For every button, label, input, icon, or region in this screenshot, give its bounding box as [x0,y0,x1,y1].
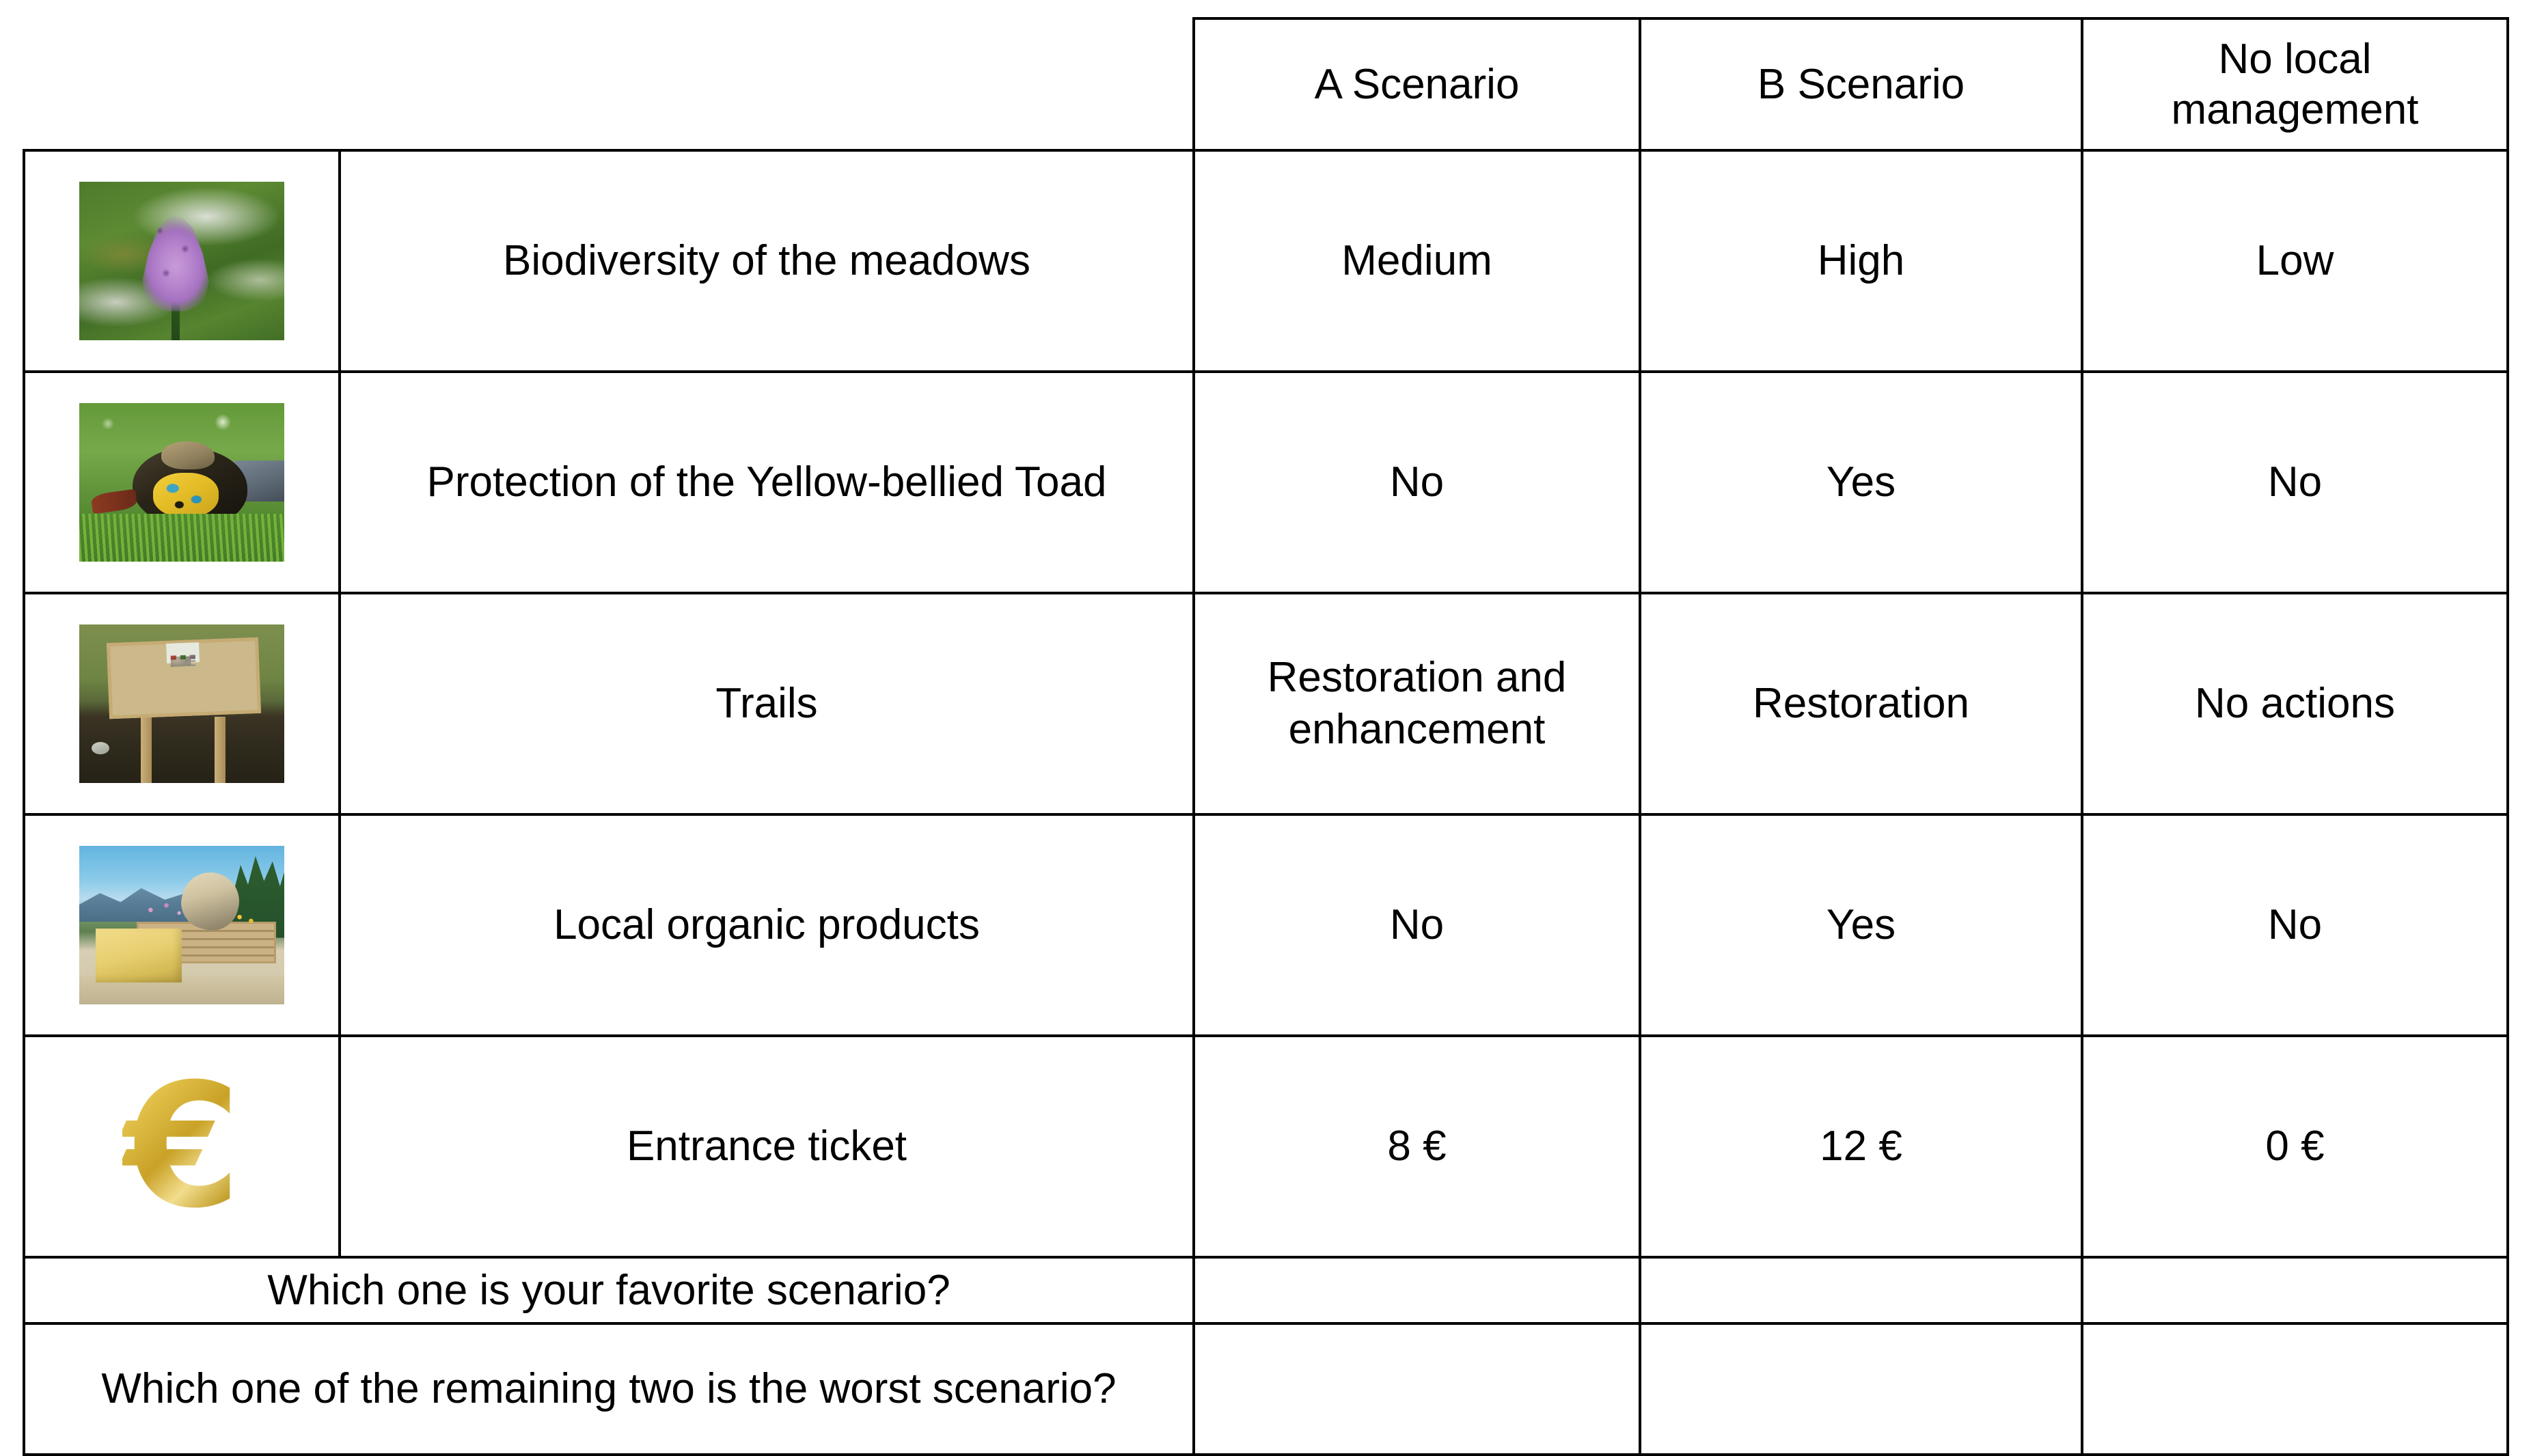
cell-a-trails [1194,593,1640,814]
orchid-bloom-shape [136,210,215,312]
sign-badge-one [171,655,176,660]
cell-none-biodiversity-value: Low [2256,237,2334,285]
answer-favorite-b-value [1641,1285,2081,1296]
row-icon-cell-ticket [24,1036,340,1257]
column-header-a-scenario-label: A Scenario [1314,60,1520,108]
sign-post-left-shape [141,717,152,783]
question-favorite-cell [24,1257,1194,1323]
row-label-trails: Trails [715,679,818,727]
header-photo-spacer [24,18,340,150]
toad-leaf-shape [90,489,137,514]
cell-b-trails [1640,593,2082,814]
row-label-cell-biodiversity [340,150,1194,372]
scenario-comparison-table [23,17,2509,1456]
cell-none-trails [2082,593,2508,814]
cell-none-toad-value: No [2267,458,2323,506]
question-row-favorite [24,1257,2508,1323]
question-worst-cell [24,1323,1194,1455]
yellow-flowers-shape [231,909,260,929]
cell-b-ticket [1640,1036,2082,1257]
answer-worst-none[interactable] [2082,1323,2508,1455]
answer-worst-b-value [1641,1384,2081,1395]
toad-head-shape [161,441,215,470]
trail-information-sign-photo [79,624,284,783]
cell-a-biodiversity-value: Medium [1341,237,1492,285]
cell-none-biodiversity [2082,150,2508,372]
cell-none-ticket-value: 0 € [2265,1123,2325,1170]
cell-a-trails-value: Restoration and enhancement [1267,654,1567,753]
pink-flowers-shape [141,900,190,925]
cell-none-ticket [2082,1036,2508,1257]
answer-worst-a-value [1195,1384,1639,1395]
row-label-toad: Protection of the Yellow-bellied Toad [426,458,1107,506]
cell-b-trails-value: Restoration [1752,680,1970,728]
answer-favorite-none-value [2083,1285,2506,1296]
column-header-no-local-management [2082,18,2508,150]
row-label-products: Local organic products [553,901,980,948]
answer-favorite-b[interactable] [1640,1257,2082,1323]
cell-a-ticket-value: 8 € [1387,1123,1447,1170]
cell-b-biodiversity-value: High [1817,237,1905,285]
column-header-no-local-management-label: No local management [2171,36,2419,133]
sign-badge-three [190,655,195,659]
cell-b-toad-value: Yes [1826,458,1896,506]
sign-rock-shape [92,742,109,754]
row-icon-cell-trails [24,593,340,814]
sign-board-shape [107,637,261,719]
answer-worst-a[interactable] [1194,1323,1640,1455]
cell-a-biodiversity [1194,150,1640,372]
euro-sign-icon: € [122,1047,241,1246]
answer-worst-none-value [2083,1384,2506,1395]
row-icon-cell-toad [24,372,340,593]
sign-board-inner [166,642,200,663]
table-header-row [24,18,2508,150]
answer-favorite-none[interactable] [2082,1257,2508,1323]
row-label-cell-products [340,814,1194,1036]
sign-post-right-shape [215,717,225,783]
cell-b-ticket-value: 12 € [1820,1123,1902,1170]
table-row [24,593,2508,814]
orchid-flower-photo [79,182,284,340]
cell-b-toad [1640,372,2082,593]
column-header-b-scenario [1640,18,2082,150]
cheese-wedge-shape [96,929,182,983]
yellow-bellied-toad-photo [79,403,284,562]
cell-b-biodiversity [1640,150,2082,372]
row-label-ticket: Entrance ticket [626,1122,907,1170]
sign-badge-two [180,655,186,660]
answer-worst-b[interactable] [1640,1323,2082,1455]
table-row [24,150,2508,372]
question-worst-label: Which one of the remaining two is the worst scenario? [101,1365,1117,1413]
local-cheese-products-photo [79,846,284,1004]
cell-none-trails-value: No actions [2195,680,2395,728]
row-icon-cell-biodiversity [24,150,340,372]
cell-none-products-value: No [2267,901,2323,949]
cell-b-products-value: Yes [1826,901,1896,949]
column-header-a-scenario [1194,18,1640,150]
cell-a-toad [1194,372,1640,593]
table-row [24,814,2508,1036]
cell-a-ticket [1194,1036,1640,1257]
answer-favorite-a-value [1195,1285,1639,1296]
cell-a-toad-value: No [1389,458,1445,506]
table-row [24,372,2508,593]
question-favorite-label: Which one is your favorite scenario? [267,1266,950,1314]
row-label-cell-trails [340,593,1194,814]
row-label-cell-ticket [340,1036,1194,1257]
cell-none-toad [2082,372,2508,593]
euro-currency-symbol [79,1047,284,1246]
table-row [24,1036,2508,1257]
cell-none-products [2082,814,2508,1036]
column-header-b-scenario-label: B Scenario [1757,60,1965,108]
question-row-worst [24,1323,2508,1455]
cell-a-products [1194,814,1640,1036]
cell-b-products [1640,814,2082,1036]
row-label-biodiversity: Biodiversity of the meadows [503,236,1030,284]
row-icon-cell-products [24,814,340,1036]
cell-a-products-value: No [1389,901,1445,949]
row-label-cell-toad [340,372,1194,593]
choice-experiment-card [23,17,2506,1425]
toad-yellow-belly-shape [153,473,219,517]
toad-grass-shape [79,514,284,562]
answer-favorite-a[interactable] [1194,1257,1640,1323]
header-attribute-spacer [340,18,1194,150]
